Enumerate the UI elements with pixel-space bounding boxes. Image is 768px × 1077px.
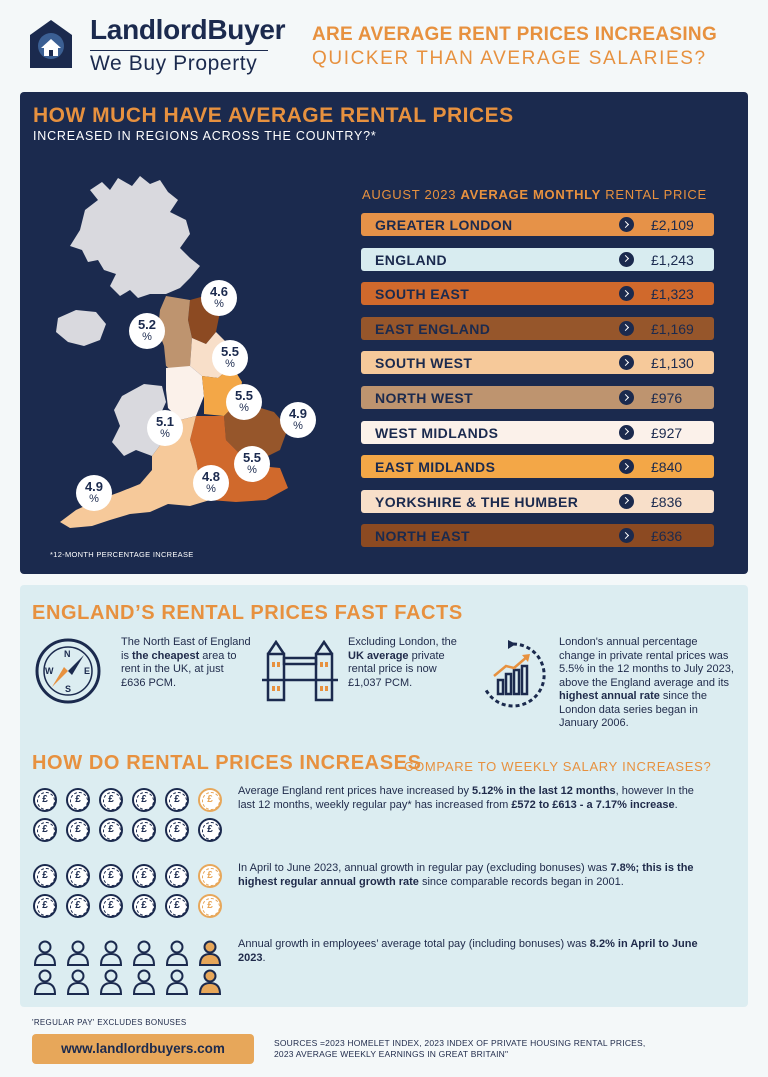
person-icon <box>198 940 222 967</box>
pound-coin-icon: £ <box>165 894 189 918</box>
pound-coin-icon: £ <box>165 864 189 888</box>
rent-row-value: £2,109 <box>651 217 694 233</box>
chevron-right-icon <box>619 286 634 301</box>
website-link[interactable]: www.landlordbuyers.com <box>32 1034 254 1064</box>
person-icon <box>66 969 90 996</box>
pound-coin-icon: £ <box>165 818 189 842</box>
rent-row-value: £836 <box>651 493 683 510</box>
person-icon <box>165 940 189 967</box>
fact-uk-average: Excluding London, the UK average private rental price is now £1,037 PCM. <box>348 636 457 689</box>
rent-row-label: ENGLAND <box>375 251 448 268</box>
pound-coin-icon: £ <box>198 788 222 812</box>
fact-london-growth: London's annual percentage change in private rental prices was 5.5% in the 12 months to July 2023, above the England average and its highest annual rate since the London data series began in January 2006. <box>559 636 734 729</box>
pound-coin-icon: £ <box>66 788 90 812</box>
pound-coin-icon: £ <box>132 818 156 842</box>
map-bubble-north-east: 4.6 % <box>201 280 237 316</box>
map-bubble-yorkshire: 5.5 % <box>212 340 248 376</box>
rent-row-label: GREATER LONDON <box>375 217 513 233</box>
person-icon <box>198 969 222 996</box>
facts-title: ENGLAND’S RENTAL PRICES FAST FACTS <box>32 602 463 624</box>
rent-row-value: £840 <box>651 459 683 476</box>
rent-row <box>361 317 714 340</box>
rent-row-label: EAST ENGLAND <box>375 320 491 337</box>
pound-coin-icon: £ <box>99 864 123 888</box>
rent-row <box>361 455 714 478</box>
rent-row <box>361 213 714 236</box>
chevron-right-icon <box>619 494 634 509</box>
pound-coin-icon: £ <box>198 818 222 842</box>
rent-row-label: NORTH EAST <box>375 528 470 545</box>
rent-row <box>361 282 714 305</box>
compare-title: HOW DO RENTAL PRICES INCREASES <box>32 752 422 774</box>
person-icon <box>132 940 156 967</box>
compare-regular-pay: In April to June 2023, annual growth in regular pay (excluding bonuses) was 7.8%; this is the highest regular annual growth rate since comparable records began in 2001. <box>238 862 694 888</box>
map-bubble-south-west: 4.9 % <box>76 475 112 511</box>
pound-coin-icon: £ <box>99 894 123 918</box>
rent-row <box>361 421 714 444</box>
regions-title: HOW MUCH HAVE AVERAGE RENTAL PRICES <box>33 104 514 127</box>
brand-tagline: We Buy Property <box>90 52 258 75</box>
map-bubble-south-east: 5.5 % <box>234 446 270 482</box>
person-icon <box>132 969 156 996</box>
rent-row-value: £1,169 <box>651 320 694 337</box>
chevron-right-icon <box>619 355 634 370</box>
rent-row <box>361 490 714 513</box>
pound-coin-icon: £ <box>99 788 123 812</box>
person-icon <box>99 940 123 967</box>
rent-row-value: £927 <box>651 424 683 441</box>
fact-cheapest: The North East of England is the cheapest area to rent in the UK, at just £636 PCM. <box>121 636 251 689</box>
map-bubble-west-midlands: 5.1 % <box>147 410 183 446</box>
map-bubble-north-west: 5.2 % <box>129 313 165 349</box>
chevron-right-icon <box>619 528 634 543</box>
pound-coin-icon: £ <box>165 788 189 812</box>
headline-line1: ARE AVERAGE RENT PRICES INCREASING <box>312 24 718 45</box>
map-bubble-east-midlands: 5.5 % <box>226 384 262 420</box>
regions-subtitle: INCREASED IN REGIONS ACROSS THE COUNTRY?* <box>33 129 377 143</box>
pound-coin-icon: £ <box>33 894 57 918</box>
rent-row-label: YORKSHIRE & THE HUMBER <box>375 493 579 510</box>
chevron-right-icon <box>619 321 634 336</box>
rent-row <box>361 524 714 547</box>
rent-row <box>361 386 714 409</box>
pound-coin-icon: £ <box>33 864 57 888</box>
rent-row-label: NORTH WEST <box>375 390 474 406</box>
rent-row-value: £976 <box>651 390 683 406</box>
pound-coin-icon: £ <box>66 818 90 842</box>
headline-line2: QUICKER THAN AVERAGE SALARIES? <box>312 48 707 69</box>
brand-divider <box>90 50 268 51</box>
pound-coin-icon: £ <box>66 894 90 918</box>
map-footnote: *12-MONTH PERCENTAGE INCREASE <box>50 550 194 559</box>
pound-coin-icon: £ <box>99 818 123 842</box>
person-icon <box>33 940 57 967</box>
brand-name: LandlordBuyer <box>90 14 286 45</box>
chevron-right-icon <box>619 459 634 474</box>
rent-row <box>361 351 714 374</box>
rent-row <box>361 248 714 271</box>
map-bubble-london: 4.8 % <box>193 465 229 501</box>
map-bubble-east-england: 4.9 % <box>280 402 316 438</box>
brand-logo <box>28 18 74 70</box>
compare-total-pay: Annual growth in employees’ average total pay (including bonuses) was 8.2% in April to June 2023. <box>238 938 698 964</box>
compass-icon: N E S W <box>34 637 102 710</box>
person-icon <box>33 969 57 996</box>
pound-coin-icon: £ <box>132 788 156 812</box>
pound-coin-icon: £ <box>198 894 222 918</box>
pound-coin-icon: £ <box>132 894 156 918</box>
rent-table-heading: AUGUST 2023 AVERAGE MONTHLY RENTAL PRICE <box>362 187 707 202</box>
rent-row-label: SOUTH WEST <box>375 355 473 372</box>
compare-rent-vs-pay: Average England rent prices have increased by 5.12% in the last 12 months, however In the last 12 months, weekly regular pay* has increased from £572 to £613 - a 7.17% increase. <box>238 785 694 811</box>
chevron-right-icon <box>619 217 634 232</box>
rent-row-value: £1,130 <box>651 355 694 372</box>
pay-note: 'REGULAR PAY' EXCLUDES BONUSES <box>32 1018 187 1027</box>
rent-row-value: £1,323 <box>651 286 694 303</box>
person-icon <box>66 940 90 967</box>
rent-row-value: £636 <box>651 528 683 545</box>
pound-coin-icon: £ <box>66 864 90 888</box>
person-icon <box>99 969 123 996</box>
chevron-right-icon <box>619 390 634 405</box>
person-icon <box>165 969 189 996</box>
sources-text: SOURCES =2023 HOMELET INDEX, 2023 INDEX OF PRIVATE HOUSING RENTAL PRICES, 2023 AVERAGE WEEKLY EARNINGS IN GREAT BRITAIN" <box>274 1038 646 1059</box>
rent-row-label: SOUTH EAST <box>375 286 470 303</box>
pound-coin-icon: £ <box>198 864 222 888</box>
rent-row-value: £1,243 <box>651 251 694 268</box>
rent-row-label: EAST MIDLANDS <box>375 459 496 476</box>
pound-coin-icon: £ <box>33 788 57 812</box>
tower-bridge-icon <box>260 640 340 709</box>
compare-subtitle: COMPARE TO WEEKLY SALARY INCREASES? <box>404 759 712 774</box>
rent-row-label: WEST MIDLANDS <box>375 424 499 441</box>
growth-chart-icon <box>478 640 548 715</box>
pound-coin-icon: £ <box>132 864 156 888</box>
pound-coin-icon: £ <box>33 818 57 842</box>
chevron-right-icon <box>619 425 634 440</box>
chevron-right-icon <box>619 252 634 267</box>
